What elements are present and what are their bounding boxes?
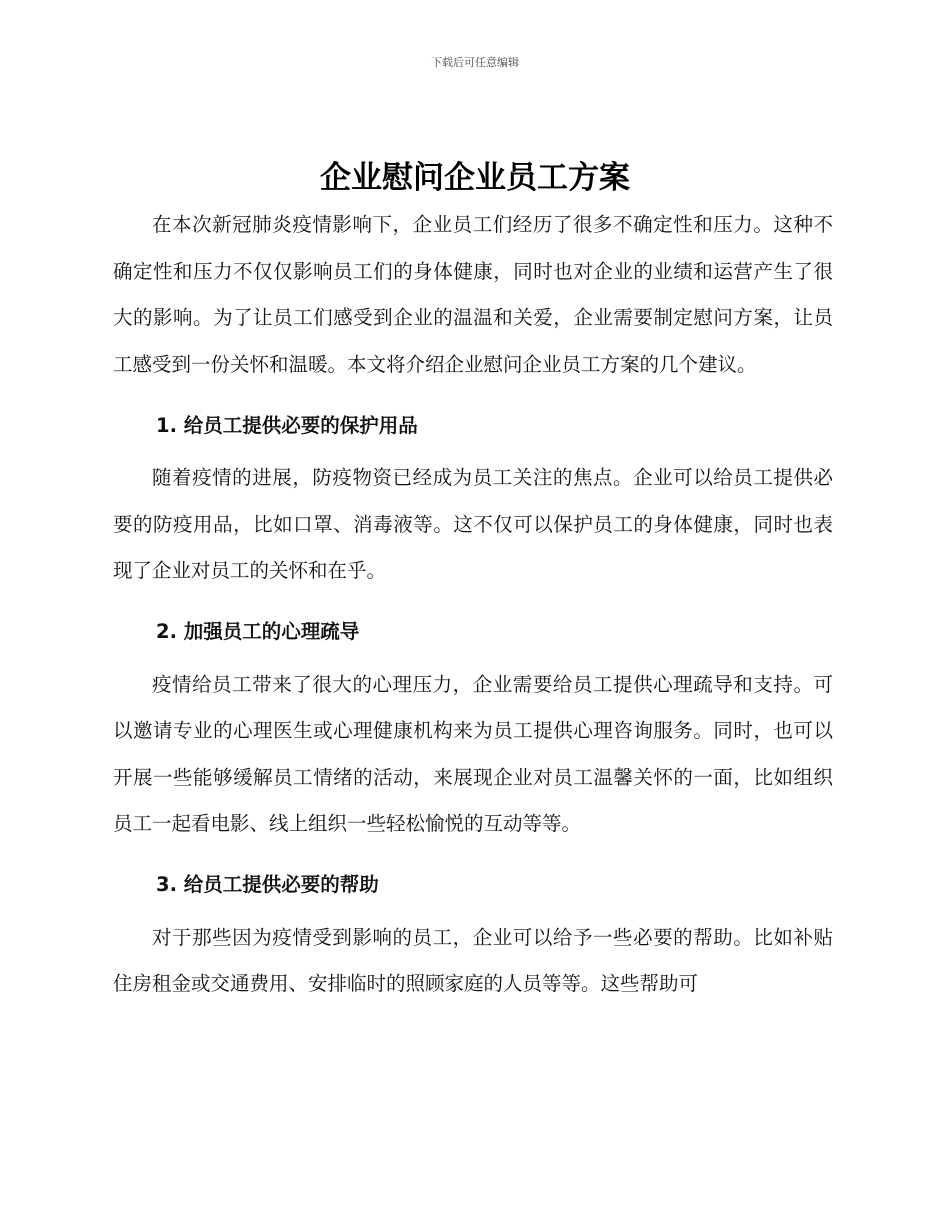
document-title: 企业慰问企业员工方案: [320, 160, 630, 196]
header-note: 下载后可任意编辑: [431, 56, 519, 69]
section-heading-1: 1. 给员工提供必要的保护用品: [156, 413, 418, 437]
section-body-2: 疫情给员工带来了很大的心理压力，企业需要给员工提供心理疏导和支持。可以邀请专业的心理医生或心理健康机构来为员工提供心理咨询服务。同时，也可以开展一些能够缓解员工情绪的活动，来展现企业对员工温馨关怀的一面，比如组织员工一起看电影、线上组织一些轻松愉悦的互动等等。: [113, 672, 833, 835]
section-body-3: 对于那些因为疫情受到影响的员工，企业可以给予一些必要的帮助。比如补贴住房租金或交通费用、安排临时的照顾家庭的人员等等。这些帮助可: [113, 925, 833, 995]
section-heading-2: 2. 加强员工的心理疏导: [156, 620, 360, 644]
intro-paragraph: 在本次新冠肺炎疫情影响下，企业员工们经历了很多不确定性和压力。这种不确定性和压力不仅仅影响员工们的身体健康，同时也对企业的业绩和运营产生了很大的影响。为了让员工们感受到企业的温温和关爱，企业需要制定慰问方案，让员工感受到一份关怀和温暖。本文将介绍企业慰问企业员工方案的几个建议。: [113, 213, 833, 376]
document-body: [113, 202, 833, 1008]
section-body-1: 随着疫情的进展，防疫物资已经成为员工关注的焦点。企业可以给员工提供必要的防疫用品，比如口罩、消毒液等。这不仅可以保护员工的身体健康，同时也表现了企业对员工的关怀和在乎。: [113, 466, 833, 582]
section-heading-3: 3. 给员工提供必要的帮助: [156, 873, 379, 897]
